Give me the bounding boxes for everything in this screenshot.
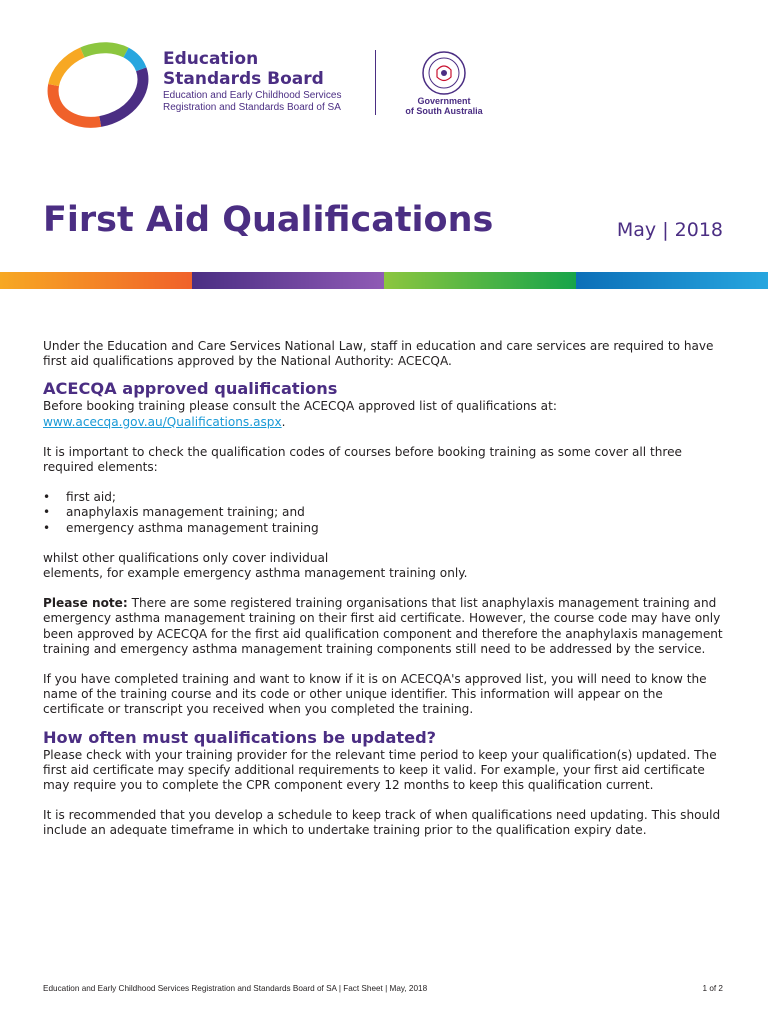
list-item xyxy=(43,521,725,536)
document-date: May | 2018 xyxy=(616,219,723,241)
document-title: First Aid Qualifications xyxy=(43,200,494,240)
section1-paragraph4: If you have completed training and want to know if it is on ACECQA's approved list, you will need to know the name of the training course and its code or other unique identifier. This information will appear on the certificate or transcript you received when you completed the training. xyxy=(43,672,707,717)
south-australia-crest-icon xyxy=(421,50,467,96)
section1-paragraph3 xyxy=(43,551,725,581)
section1-paragraph3-line1: whilst other qualifications only cover individual xyxy=(43,550,329,565)
list-item-text: emergency asthma management training xyxy=(66,520,319,535)
color-band-divider xyxy=(0,272,768,289)
header-divider xyxy=(375,50,376,115)
please-note-label: Please note: xyxy=(43,596,128,611)
intro-paragraph: Under the Education and Care Services National Law, staff in education and care services are required to have first aid qualifications approved by the National Authority: ACECQA. xyxy=(43,339,714,369)
bullet-icon: • xyxy=(43,505,51,520)
section1-paragraph3-line2: elements, for example emergency asthma management training only. xyxy=(43,566,468,581)
section2-paragraph1: Please check with your training provider for the relevant time period to keep your qualification(s) updated. The first aid certificate may specify additional requirements to keep it valid. For example, your first aid certificate may require you to complete the CPR component every 12 months to keep this qualification current. xyxy=(43,747,717,793)
org-name xyxy=(163,49,324,89)
section-heading-acecqa: ACECQA approved qualifications xyxy=(43,379,338,399)
section1-paragraph1 xyxy=(43,399,725,429)
page-number: 1 of 2 xyxy=(702,984,723,993)
list-item-text: first aid; xyxy=(66,490,116,505)
footer-text: Education and Early Childhood Services Registration and Standards Board of SA | Fact Sheet | May, 2018 xyxy=(43,984,428,993)
please-note-paragraph xyxy=(43,596,725,657)
gov-line2: of South Australia xyxy=(405,106,483,116)
org-name-line1: Education xyxy=(163,49,259,69)
bullet-icon: • xyxy=(43,490,51,505)
org-name-line2: Standards Board xyxy=(163,69,324,89)
please-note-text: There are some registered training organisations that list anaphylaxis management training and emergency asthma management training on their first aid certificate. However, the course code may have only been approved by ACECQA for the first aid qualification component and therefore the anaphylaxis management training and emergency asthma management training components still need to be addressed by the service. xyxy=(43,596,723,656)
bullet-icon: • xyxy=(43,520,51,535)
list-item-text: anaphylaxis management training; and xyxy=(66,505,305,520)
esb-logo-ring-icon xyxy=(44,40,152,130)
required-elements-list xyxy=(43,490,725,536)
section1-paragraph2: It is important to check the qualification codes of courses before booking training as some cover all three required elements: xyxy=(43,444,682,475)
org-sub-line1: Education and Early Childhood Services xyxy=(163,90,342,101)
document-body xyxy=(43,339,725,839)
section1-paragraph1-text: Before booking training please consult the ACECQA approved list of qualifications at: xyxy=(43,399,557,414)
section-heading-updates: How often must qualifications be updated? xyxy=(43,727,437,747)
org-sub-line2: Registration and Standards Board of SA xyxy=(163,102,341,113)
org-subtitle xyxy=(163,90,341,114)
link-suffix: . xyxy=(281,414,286,429)
section2-paragraph2: It is recommended that you develop a schedule to keep track of when qualifications need updating. This should include an adequate timeframe in which to undertake training prior to the qualification expiry date. xyxy=(43,808,721,838)
gov-sa-text xyxy=(396,96,492,116)
list-item xyxy=(43,505,725,520)
gov-line1: Government xyxy=(417,96,471,106)
acecqa-qualifications-link[interactable]: www.acecqa.gov.au/Qualifications.aspx xyxy=(43,414,282,429)
list-item xyxy=(43,490,725,505)
